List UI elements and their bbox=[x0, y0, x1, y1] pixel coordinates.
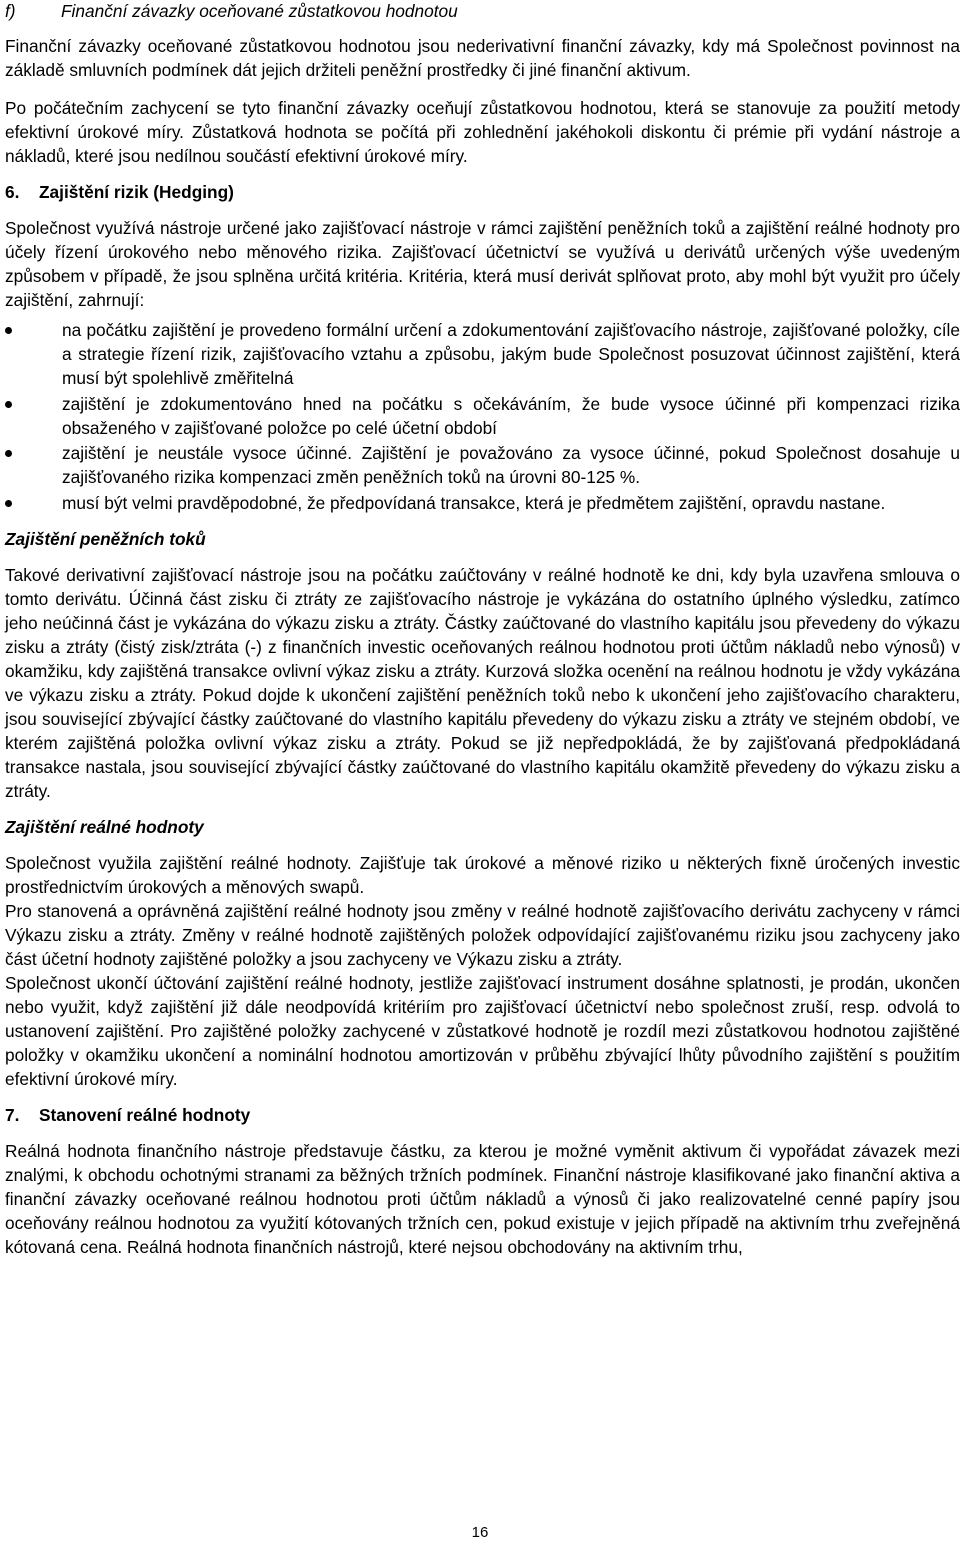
list-item-text: musí být velmi pravděpodobné, že předpovídaná transakce, která je předmětem zajištění, opravdu nastane. bbox=[62, 493, 886, 513]
fairvalue-hedge-paragraph-1: Společnost využila zajištění reálné hodnoty. Zajišťuje tak úrokové a měnové riziko u některých fixně úročených investic prostřednictvím úrokových a měnových swapů. bbox=[5, 853, 960, 897]
section-6-paragraph-1: Společnost využívá nástroje určené jako zajišťovací nástroje v rámci zajištění peněžních toků a zajištění reálné hodnoty pro účely řízení úrokového nebo měnového rizika. Zajišťovací účetnictví se využívá u derivátů určených výše uvedeným způsobem v případě, že jsou splněna určitá kritéria. Kritéria, která musí derivát splňovat proto, aby mohl být využit pro účely zajištění, zahrnují: bbox=[5, 218, 960, 310]
section-6-title: Zajištění rizik (Hedging) bbox=[39, 182, 234, 202]
section-f-paragraph-1: Finanční závazky oceňované zůstatkovou hodnotou jsou nederivativní finanční závazky, kdy má Společnost povinnost na základě smluvních podmínek dát jejich držiteli peněžní prostředky či jiné finanční aktivum. bbox=[5, 36, 960, 80]
list-item-text: zajištění je neustále vysoce účinné. Zajištění je považováno za vysoce účinné, pokud Společnost dosahuje u zajišťovaného rizika kompenzaci změn peněžních toků na úrovni 80-125 %. bbox=[62, 443, 960, 487]
bullet-icon bbox=[5, 450, 12, 457]
list-item-text: na počátku zajištění je provedeno formální určení a zdokumentování zajišťovacího nástroje, zajišťované položky, cíle a strategie řízení rizik, zajišťovacího vztahu a způsobu, jakým bude Společnost posuzovat účinnost zajištění, která musí být spolehlivě změřitelná bbox=[62, 320, 960, 388]
bullet-icon bbox=[5, 401, 12, 408]
section-f-label: f) bbox=[5, 1, 16, 21]
fairvalue-hedge-paragraph-2: Pro stanovená a oprávněná zajištění reálné hodnoty jsou změny v reálné hodnotě zajišťovacího derivátu zachyceny v rámci Výkazu zisku a ztráty. Změny v reálné hodnotě zajištěných položek odpovídající zajišťovanému riziku jsou zachyceny jako část účetní hodnoty zajištěné položky a jsou zachyceny ve Výkazu zisku a ztráty. bbox=[5, 901, 960, 969]
cashflow-hedge-heading: Zajištění peněžních toků bbox=[5, 529, 206, 549]
section-f-heading bbox=[5, 0, 960, 22]
section-7-heading bbox=[5, 1103, 960, 1127]
section-6-heading bbox=[5, 180, 960, 204]
hedging-criteria-list bbox=[5, 318, 960, 515]
section-7-number: 7. bbox=[5, 1105, 20, 1125]
bullet-icon bbox=[5, 500, 12, 507]
section-7-paragraph-1: Reálná hodnota finančního nástroje představuje částku, za kterou je možné vyměnit aktivum či vypořádat závazek mezi znalými, k obchodu ochotnými stranami za běžných tržních podmínek. Finanční nástroje klasifikované jako finanční aktiva a finanční závazky oceňované reálnou hodnotou proti účtům nákladů a výnosů či jako realizovatelné cenné papíry jsou oceňovány reálnou hodnotou za využití kótovaných tržních cen, pokud existuje v jejich případě na aktivním trhu zveřejněná kótovaná cena. Reálná hodnota finančních nástrojů, které nejsou obchodovány na aktivním trhu, bbox=[5, 1141, 960, 1257]
section-f-paragraph-2: Po počátečním zachycení se tyto finanční závazky oceňují zůstatkovou hodnotou, která se stanovuje za použití metody efektivní úrokové míry. Zůstatková hodnota se počítá při zohlednění jakéhokoli diskontu či prémie při vydání nástroje a nákladů, které jsou nedílnou součástí efektivní úrokové míry. bbox=[5, 98, 960, 166]
section-6-number: 6. bbox=[5, 182, 20, 202]
section-f-title: Finanční závazky oceňované zůstatkovou hodnotou bbox=[61, 1, 458, 21]
list-item bbox=[5, 392, 960, 440]
list-item bbox=[5, 441, 960, 489]
document-body bbox=[5, 0, 960, 1259]
list-item bbox=[5, 491, 960, 515]
list-item-text: zajištění je zdokumentováno hned na počátku s očekáváním, že bude vysoce účinné při kompenzaci rizika obsaženého v zajišťované položce po celé účetní období bbox=[62, 394, 960, 438]
fairvalue-hedge-heading: Zajištění reálné hodnoty bbox=[5, 817, 204, 837]
fairvalue-hedge-paragraph-3: Společnost ukončí účtování zajištění reálné hodnoty, jestliže zajišťovací instrument dosáhne splatnosti, je prodán, ukončen nebo využit, když zajištění již dále neodpovídá kritériím pro zajišťovací účetnictví nebo společnost zruší, resp. odvolá to ustanovení zajištění. Pro zajištěné položky zachycené v zůstatkové hodnotě je rozdíl mezi zůstatkovou hodnotou zajištěné položky v okamžiku ukončení a nominální hodnotou amortizován v průběhu zbývající lhůty původního zajištění s použitím efektivní úrokové míry. bbox=[5, 973, 960, 1089]
section-7-title: Stanovení reálné hodnoty bbox=[39, 1105, 251, 1125]
bullet-icon bbox=[5, 327, 12, 334]
cashflow-hedge-paragraph: Takové derivativní zajišťovací nástroje jsou na počátku zaúčtovány v reálné hodnotě ke dni, kdy byla uzavřena smlouva o tomto derivátu. Účinná část zisku či ztráty ze zajišťovacího nástroje je vykázána do ostatního úplného výsledku, zatímco jeho neúčinná část je vykázána do výkazu zisku a ztráty. Částky zaúčtované do vlastního kapitálu jsou převedeny do výkazu zisku a ztráty (čistý zisk/ztráta (-) z finančních investic oceňovaných reálnou hodnotou proti účtům nákladů nebo výnosů) v okamžiku, kdy zajištěná transakce ovlivní výkaz zisku a ztráty. Kurzová složka ocenění na reálnou hodnotu je vždy vykázána ve výkazu zisku a ztráty. Pokud dojde k ukončení zajištění peněžních toků nebo k ukončení jeho zajišťovacího charakteru, jsou související zbývající částky zaúčtované do vlastního kapitálu převedeny do výkazu zisku a ztráty ve stejném období, ve kterém zajištěná položka ovlivní výkaz zisku a ztráty. Pokud se již nepředpokládá, že by zajišťovaná předpokládaná transakce nastala, jsou související zbývající částky zaúčtované do vlastního kapitálu okamžitě převedeny do výkazu zisku a ztráty. bbox=[5, 565, 960, 801]
list-item bbox=[5, 318, 960, 390]
page-number: 16 bbox=[471, 1524, 489, 1541]
